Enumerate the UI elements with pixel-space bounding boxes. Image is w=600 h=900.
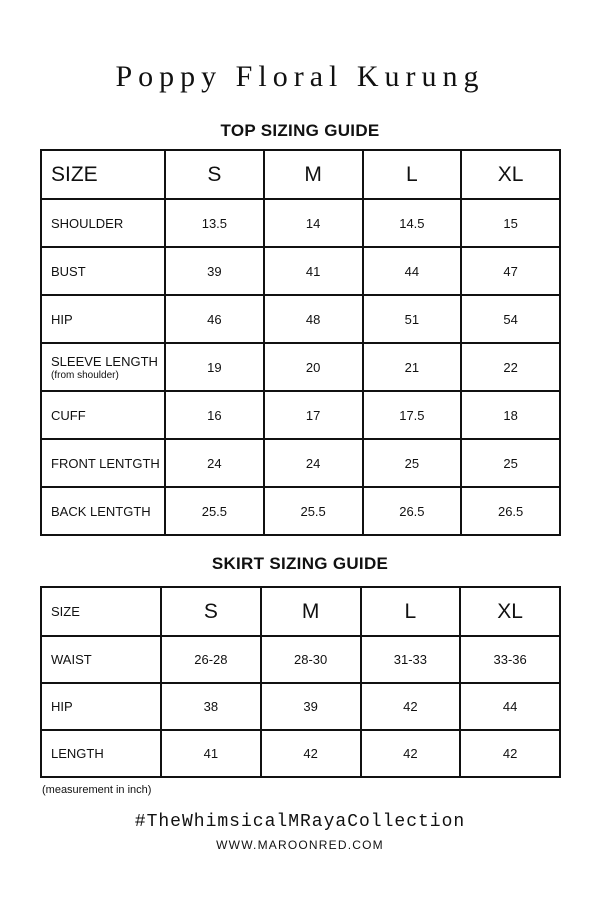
row-label-text: CUFF	[51, 407, 86, 423]
table-cell: 42	[460, 730, 560, 777]
table-cell: 14.5	[363, 199, 462, 247]
table-cell: 44	[363, 247, 462, 295]
size-l-header: L	[363, 150, 462, 199]
table-cell: 19	[165, 343, 264, 391]
size-s-header: S	[165, 150, 264, 199]
row-label	[41, 295, 165, 343]
table-cell: 26.5	[461, 487, 560, 535]
row-sublabel: (from shoulder)	[51, 369, 119, 381]
collection-hashtag: #TheWhimsicalMRayaCollection	[134, 812, 466, 832]
website-url: WWW.MAROONRED.COM	[216, 838, 384, 852]
row-label-text: FRONT LENTGTH	[51, 455, 160, 471]
table-cell: 44	[460, 683, 560, 730]
table-cell: 41	[161, 730, 261, 777]
table-row	[41, 730, 560, 777]
size-m-header: M	[264, 150, 363, 199]
table-cell: 20	[264, 343, 363, 391]
measurement-note: (measurement in inch)	[42, 784, 152, 796]
table-cell: 25	[363, 439, 462, 487]
table-cell: 13.5	[165, 199, 264, 247]
row-label-text: BUST	[51, 263, 86, 279]
table-row	[41, 295, 560, 343]
table-cell: 25.5	[165, 487, 264, 535]
table-cell: 47	[461, 247, 560, 295]
size-header: SIZE	[41, 150, 165, 199]
skirt-sizing-table	[40, 586, 561, 778]
table-row	[41, 683, 560, 730]
table-cell: 31-33	[361, 636, 461, 683]
table-cell: 46	[165, 295, 264, 343]
table-cell: 28-30	[261, 636, 361, 683]
size-s-header: S	[161, 587, 261, 636]
table-header-row	[41, 150, 560, 199]
top-sizing-table	[40, 149, 561, 536]
size-header: SIZE	[41, 587, 161, 636]
table-row	[41, 247, 560, 295]
table-cell: 15	[461, 199, 560, 247]
table-cell: 24	[165, 439, 264, 487]
table-row	[41, 391, 560, 439]
table-cell: 54	[461, 295, 560, 343]
row-label: LENGTH	[41, 730, 161, 777]
size-xl-header: XL	[460, 587, 560, 636]
table-cell: 21	[363, 343, 462, 391]
table-cell: 42	[361, 730, 461, 777]
table-row	[41, 439, 560, 487]
table-cell: 26.5	[363, 487, 462, 535]
table-cell: 33-36	[460, 636, 560, 683]
table-cell: 18	[461, 391, 560, 439]
row-label	[41, 487, 165, 535]
size-m-header: M	[261, 587, 361, 636]
row-label: WAIST	[41, 636, 161, 683]
table-cell: 39	[165, 247, 264, 295]
row-label-text: SLEEVE LENGTH	[51, 353, 158, 369]
size-xl-header: XL	[461, 150, 560, 199]
row-label-text: SHOULDER	[51, 215, 124, 231]
table-cell: 42	[361, 683, 461, 730]
row-label	[41, 391, 165, 439]
top-sizing-heading: TOP SIZING GUIDE	[220, 121, 380, 140]
table-cell: 39	[261, 683, 361, 730]
row-label	[41, 343, 165, 391]
table-row	[41, 343, 560, 391]
table-cell: 51	[363, 295, 462, 343]
table-cell: 41	[264, 247, 363, 295]
table-cell: 17.5	[363, 391, 462, 439]
table-cell: 25.5	[264, 487, 363, 535]
row-label-text: HIP	[51, 311, 73, 327]
table-cell: 22	[461, 343, 560, 391]
table-cell: 42	[261, 730, 361, 777]
table-row	[41, 199, 560, 247]
skirt-sizing-heading: SKIRT SIZING GUIDE	[211, 554, 389, 573]
row-label	[41, 247, 165, 295]
page-title: Poppy Floral Kurung	[115, 60, 485, 93]
row-label: HIP	[41, 683, 161, 730]
table-cell: 48	[264, 295, 363, 343]
table-cell: 26-28	[161, 636, 261, 683]
row-label	[41, 199, 165, 247]
table-row	[41, 636, 560, 683]
table-cell: 17	[264, 391, 363, 439]
table-cell: 14	[264, 199, 363, 247]
table-cell: 25	[461, 439, 560, 487]
table-cell: 38	[161, 683, 261, 730]
table-cell: 24	[264, 439, 363, 487]
row-label	[41, 439, 165, 487]
row-label-text: BACK LENTGTH	[51, 503, 151, 519]
table-row	[41, 487, 560, 535]
table-header-row	[41, 587, 560, 636]
size-l-header: L	[361, 587, 461, 636]
table-cell: 16	[165, 391, 264, 439]
